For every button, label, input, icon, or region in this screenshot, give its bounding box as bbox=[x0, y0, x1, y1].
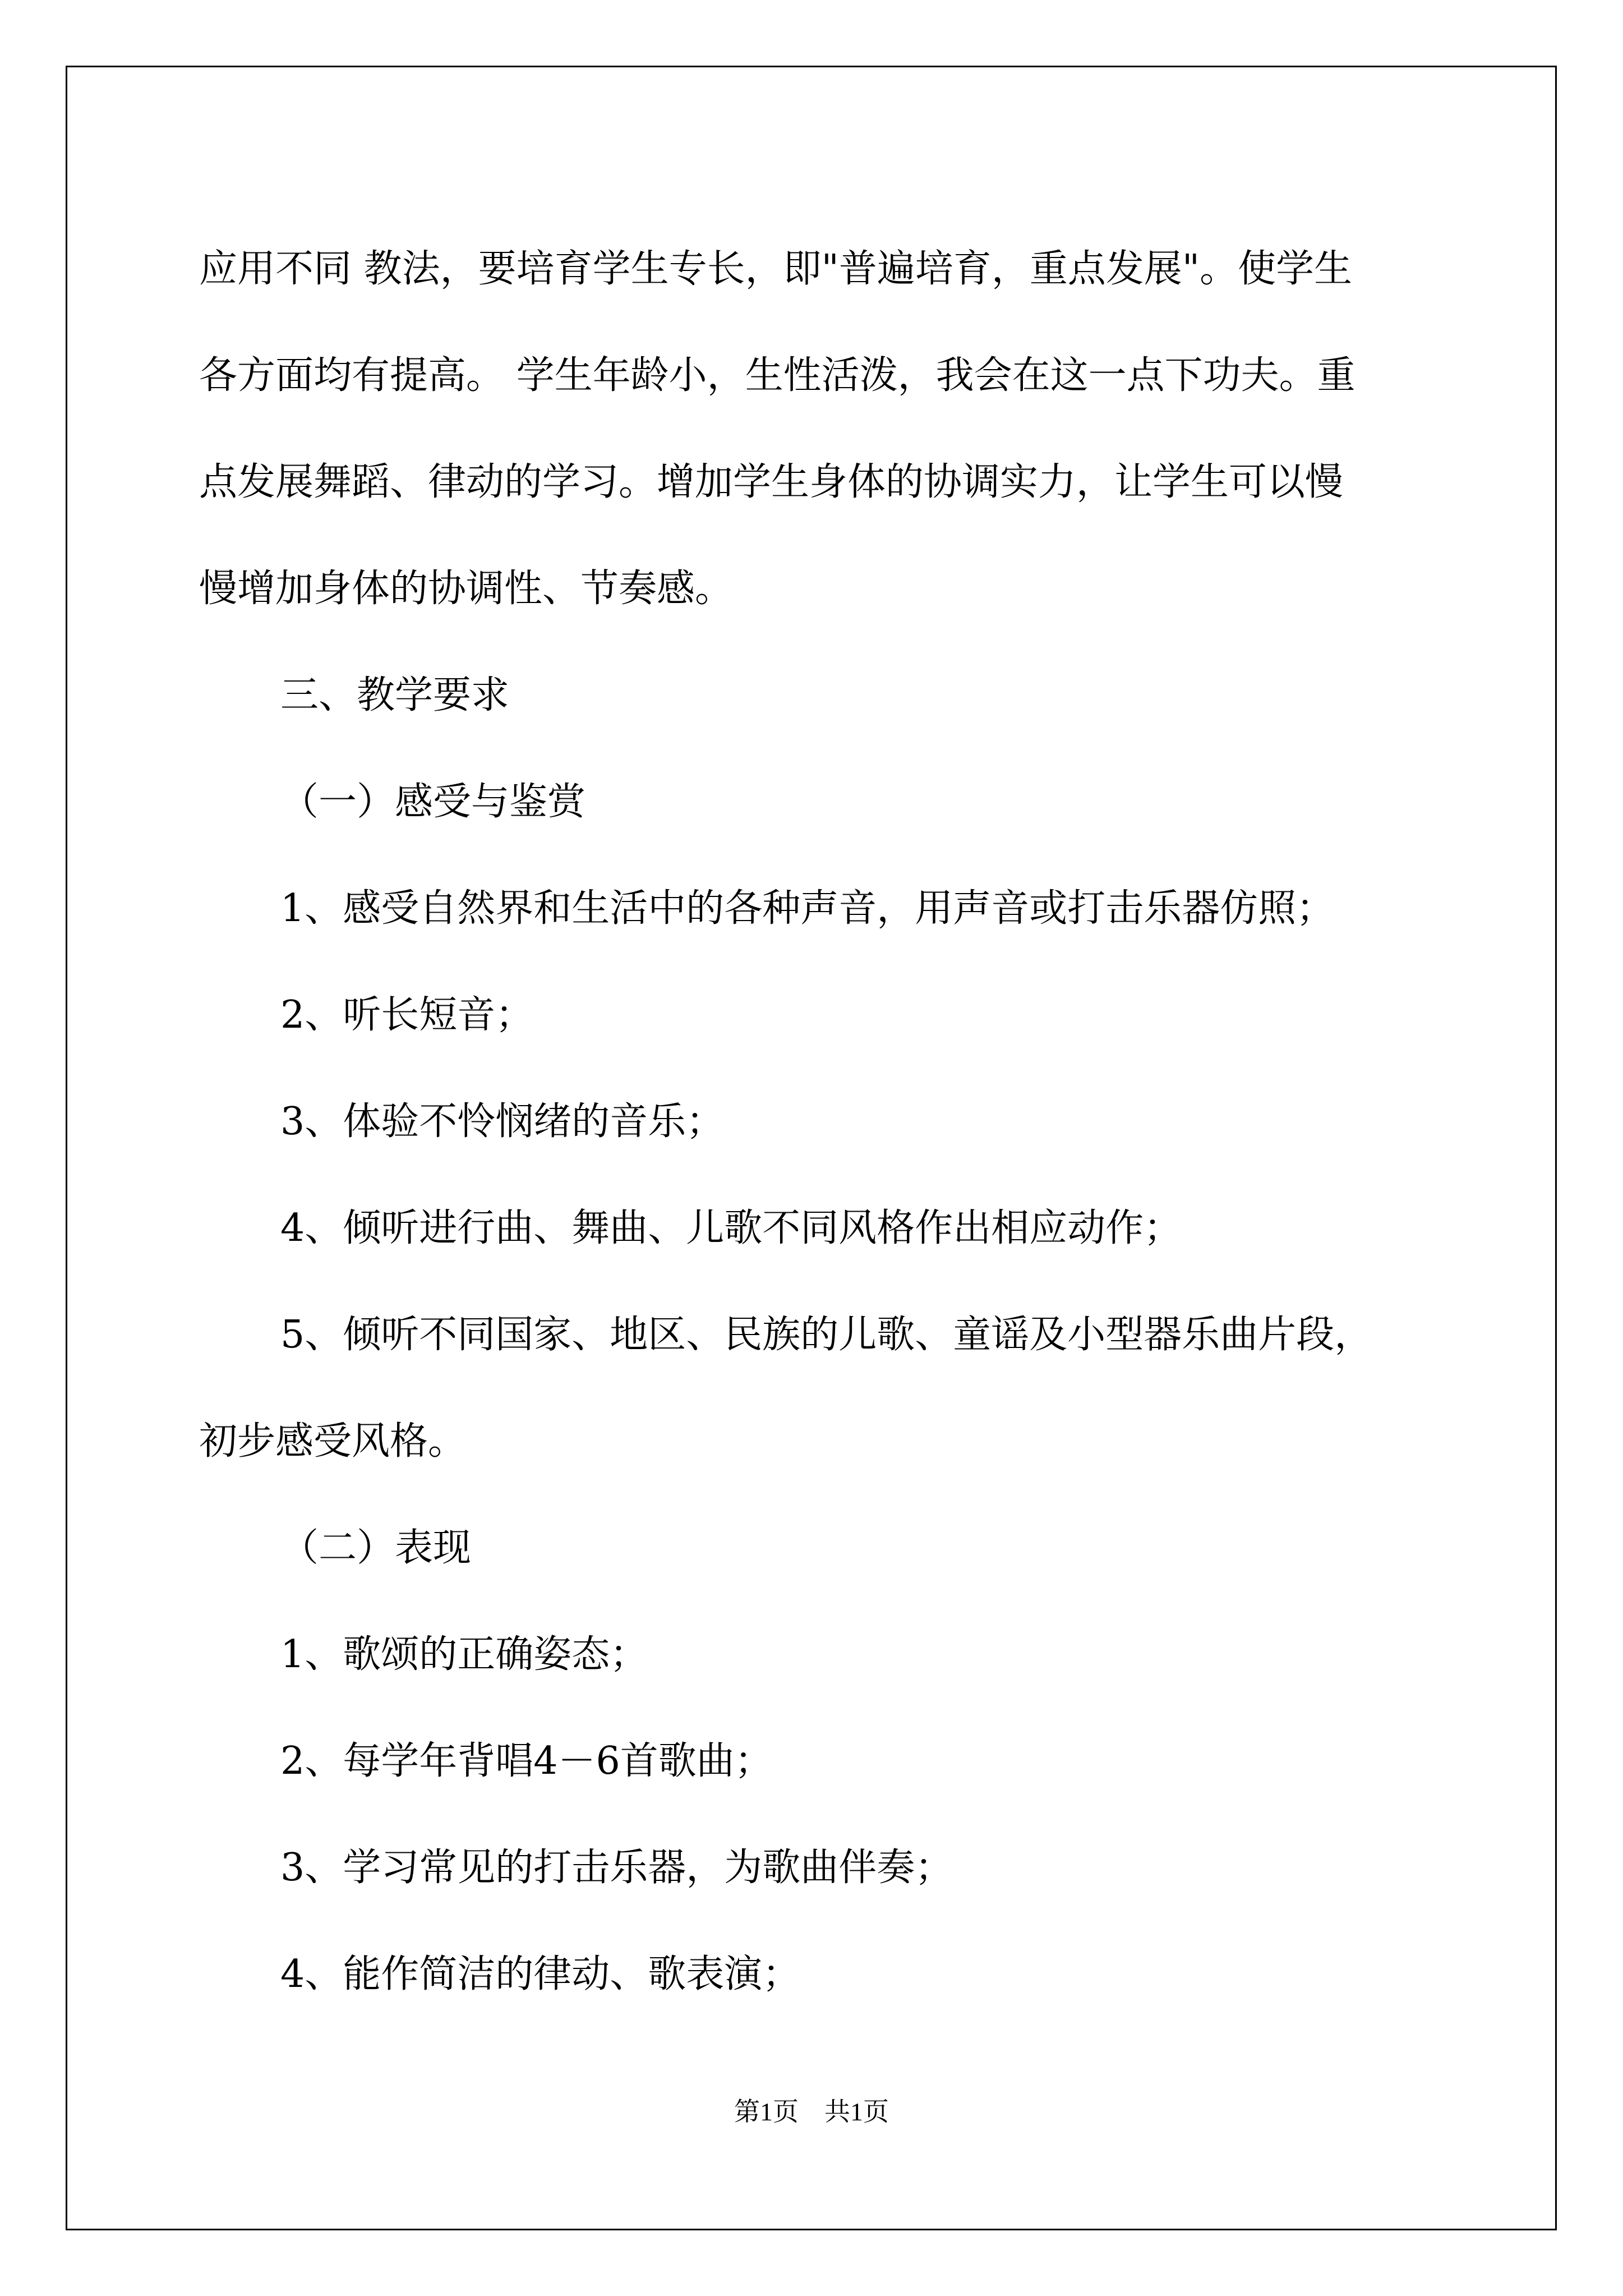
subsection-heading-2: （二）表现 bbox=[280, 1526, 472, 1570]
list-item-2-3: 3、学习常见的打击乐器，为歌曲伴奏； bbox=[280, 1846, 953, 1890]
list-item-2-2: 2、每学年背唱4－6首歌曲； bbox=[280, 1739, 773, 1783]
list-item-1-5: 5、倾听不同国家、地区、民族的儿歌、童谣及小型器乐曲片段， bbox=[280, 1313, 1373, 1357]
text-line-4: 慢增加身体的协调性、节奏感。 bbox=[199, 567, 734, 611]
list-item-1-2: 2、听长短音； bbox=[280, 993, 534, 1037]
text-line-3: 点发展舞蹈、律动的学习。增加学生身体的协调实力，让学生可以慢 bbox=[199, 460, 1344, 504]
list-item-1-3: 3、体验不怜悯绪的音乐； bbox=[280, 1099, 725, 1144]
section-heading: 三、教学要求 bbox=[280, 673, 510, 717]
list-item-1-4: 4、倾听进行曲、舞曲、儿歌不同风格作出相应动作； bbox=[280, 1206, 1182, 1250]
list-item-2-4: 4、能作简洁的律动、歌表演； bbox=[280, 1952, 801, 1996]
text-line-1: 应用不同 教法，要培育学生专长，即"普遍培育，重点发展"。使学生 bbox=[199, 247, 1353, 291]
document-body bbox=[199, 216, 1438, 2028]
subsection-heading-1: （一）感受与鉴赏 bbox=[280, 780, 586, 824]
page-footer: 第1页 共1页 bbox=[734, 2097, 889, 2126]
list-item-2-1: 1、歌颂的正确姿态； bbox=[280, 1632, 648, 1677]
list-item-1-1: 1、感受自然界和生活中的各种声音，用声音或打击乐器仿照； bbox=[280, 886, 1335, 931]
list-item-1-5-continued: 初步感受风格。 bbox=[199, 1419, 467, 1464]
text-line-2: 各方面均有提高。 学生年龄小，生性活泼，我会在这一点下功夫。重 bbox=[199, 353, 1355, 398]
